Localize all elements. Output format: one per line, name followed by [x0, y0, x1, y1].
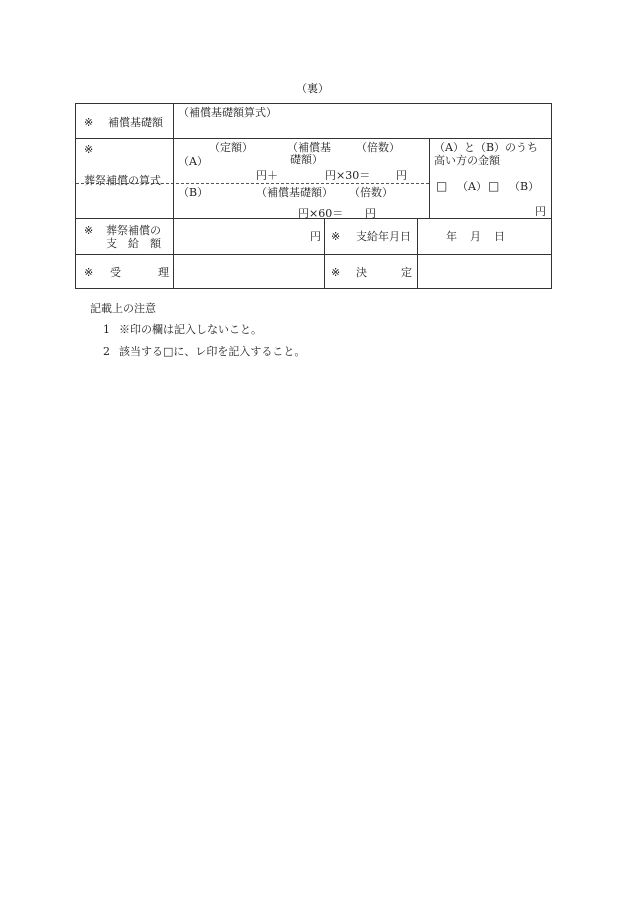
receipt-label-1: 受	[110, 266, 121, 279]
formula-b-marker: （B）	[178, 186, 209, 199]
base-formula-caption: （補償基礎額算式）	[178, 106, 277, 119]
higher-caption-1: （A）と（B）のうち	[434, 141, 539, 154]
row-divider	[76, 138, 551, 139]
checkbox-b-label: （B）	[509, 180, 540, 193]
row-payment-mark: ※	[84, 224, 94, 237]
payment-day: 日	[494, 230, 505, 243]
decision-label-2: 定	[401, 266, 412, 279]
decision-field[interactable]	[422, 258, 546, 284]
row-funeral-mark: ※	[84, 143, 94, 156]
higher-column-divider	[429, 138, 430, 218]
row-payment-label-1: 葬祭補償の	[106, 224, 161, 237]
funeral-compensation-form	[75, 103, 552, 289]
decision-label-1: 決	[356, 266, 367, 279]
page-title: （裏）	[296, 82, 329, 95]
formula-a-marker: （A）	[178, 155, 208, 168]
row-receipt-mark: ※	[84, 266, 94, 279]
times-60-unit: 円×60＝	[298, 207, 344, 220]
receipt-field[interactable]	[180, 258, 316, 284]
times-30-unit: 円×30＝	[325, 169, 371, 182]
label-column-divider	[173, 104, 174, 288]
row-base-mark: ※	[84, 116, 94, 129]
base-amount-caption-2: 礎額）	[290, 153, 323, 166]
base-amount-caption-b: （補償基礎額）	[256, 186, 333, 199]
multiplier-caption: （倍数）	[356, 141, 400, 154]
checkbox-a[interactable]: □	[436, 179, 448, 193]
multiplier-caption-b: （倍数）	[349, 186, 393, 199]
note-number: 2	[103, 345, 110, 358]
row-base-label: 補償基礎額	[108, 116, 163, 129]
decision-mark: ※	[331, 266, 341, 279]
row-divider	[76, 254, 551, 255]
higher-caption-2: 高い方の金額	[434, 154, 500, 167]
payment-year: 年	[446, 230, 457, 243]
right-column-divider	[417, 218, 418, 288]
fixed-amount-caption: （定額）	[209, 141, 253, 154]
payment-date-mark: ※	[331, 230, 341, 243]
result-b-unit: 円	[365, 207, 376, 220]
note-text: 該当する□に、レ印を記入すること。	[119, 345, 306, 358]
payment-amount-field[interactable]	[180, 222, 310, 250]
payment-date-label: 支給年月日	[356, 230, 411, 243]
result-a-unit: 円	[396, 169, 407, 182]
higher-amount-unit: 円	[535, 205, 546, 218]
notes-heading: 記載上の注意	[90, 302, 156, 315]
mid-column-divider	[324, 218, 325, 288]
payment-amount-unit: 円	[310, 230, 321, 243]
note-text: ※印の欄は記入しないこと。	[119, 323, 262, 336]
row-funeral-label: 葬祭補償の算式	[84, 174, 161, 187]
payment-month: 月	[470, 230, 481, 243]
note-number: 1	[103, 323, 110, 336]
checkbox-b[interactable]: □	[488, 179, 500, 193]
checkbox-a-label: （A）	[457, 180, 487, 193]
fixed-amount-unit: 円＋	[256, 169, 278, 182]
receipt-label-2: 理	[158, 266, 169, 279]
base-amount-caption: （補償基	[287, 141, 331, 154]
base-formula-field[interactable]	[180, 118, 420, 136]
row-payment-label-2: 支 給 額	[106, 237, 161, 250]
